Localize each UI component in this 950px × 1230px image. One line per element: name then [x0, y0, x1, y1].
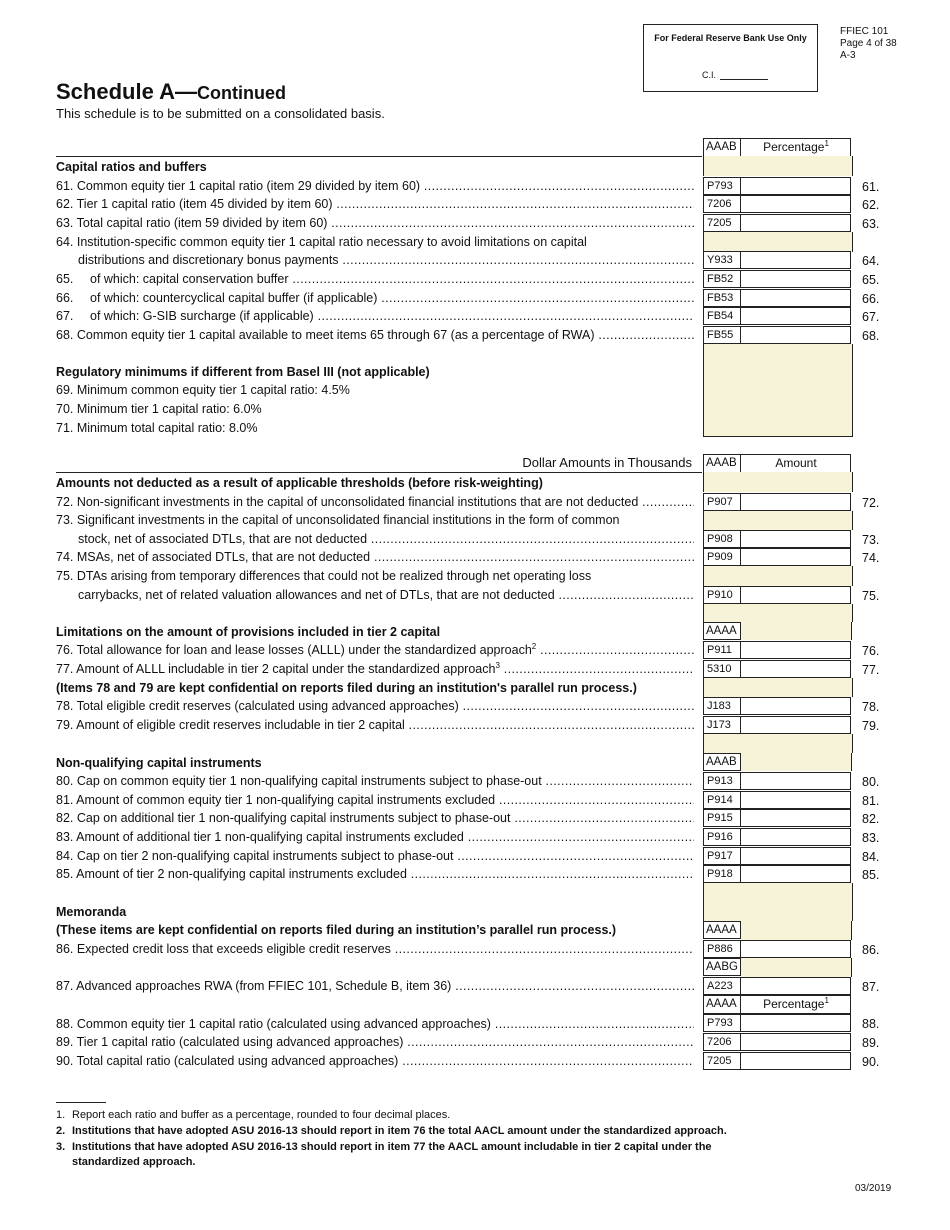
section-divider [56, 472, 702, 473]
line-item-85: 85. Amount of tier 2 non-qualifying capital instruments excluded ..... [56, 865, 694, 883]
line-number: 75. [862, 589, 880, 603]
amount-column-header [703, 454, 851, 473]
footnote-2: 2. Institutions that have adopted ASU 2016-13 should report in item 76 the total AACL amount under the standardized approach. [56, 1125, 727, 1137]
section-heading: Regulatory minimums if different from Basel III (not applicable) [56, 365, 430, 379]
line-number: 64. [862, 254, 880, 268]
line-item-73-cont: stock, net of associated DTLs, that are not deducted ..... [56, 530, 694, 548]
input-83[interactable]: P916 [703, 828, 851, 846]
section-heading: Non-qualifying capital instruments [56, 756, 262, 770]
line-number: 78. [862, 700, 880, 714]
line-item-71: 71. Minimum total capital ratio: 8.0% [56, 421, 258, 435]
line-item-68: 68. Common equity tier 1 capital available to meet items 65 through 67 (as a percentage of RWA) ..... [56, 326, 694, 344]
percentage-column-header: AAAA Percentage$^1$ [703, 995, 851, 1014]
shaded-area [741, 622, 852, 640]
line-item-80: 80. Cap on common equity tier 1 non-qualifying capital instruments subject to phase-out ..... [56, 772, 694, 790]
form-identifier [840, 26, 897, 62]
line-number: 77. [862, 663, 880, 677]
column-code: AAAA [703, 622, 741, 640]
shaded-area [703, 156, 853, 176]
line-item-76: 76. Total allowance for loan and lease losses (ALLL) under the standardized approach$^2$ ..... [56, 641, 694, 659]
fed-box-title: For Federal Reserve Bank Use Only [654, 33, 807, 43]
input-87[interactable]: A223 [703, 977, 851, 995]
line-item-90: 90. Total capital ratio (calculated using advanced approaches) ..... [56, 1052, 694, 1070]
line-item-79: 79. Amount of eligible credit reserves includable in tier 2 capital ..... [56, 716, 694, 734]
input-80[interactable]: P913 [703, 772, 851, 790]
column-code: AAAA [704, 996, 741, 1013]
column-code: AABG [703, 958, 741, 976]
line-number: 80. [862, 775, 880, 789]
section-heading: Capital ratios and buffers [56, 160, 207, 174]
input-88[interactable]: P793 [703, 1014, 851, 1032]
input-89[interactable]: 7206 [703, 1033, 851, 1051]
federal-reserve-use-box [643, 24, 818, 92]
line-item-65: 65. of which: capital conservation buffer ..... [56, 270, 694, 288]
line-number: 87. [862, 980, 880, 994]
footnote-3: 3. Institutions that have adopted ASU 2016-13 should report in item 77 the AACL amount includable in tier 2 capital under the [56, 1141, 712, 1153]
line-number: 63. [862, 217, 880, 231]
line-number: 85. [862, 868, 880, 882]
line-number: 68. [862, 329, 880, 343]
page-title: Schedule A—Continued [56, 79, 286, 104]
line-number: 74. [862, 551, 880, 565]
line-item-64: 64. Institution-specific common equity tier 1 capital ratio necessary to avoid limitations on capital [56, 235, 587, 249]
line-item-67: 67. of which: G-SIB surcharge (if applicable) ..... [56, 307, 694, 325]
input-84[interactable]: P917 [703, 847, 851, 865]
input-63[interactable]: 7205 [703, 214, 851, 232]
line-item-87: 87. Advanced approaches RWA (from FFIEC 101, Schedule B, item 36) ..... [56, 977, 694, 995]
line-number: 82. [862, 812, 880, 826]
line-number: 83. [862, 831, 880, 845]
column-code: AAAB [704, 139, 741, 156]
shaded-area [703, 232, 853, 252]
footnote-3-cont: standardized approach. [72, 1156, 196, 1168]
ci-field[interactable] [702, 70, 768, 80]
input-72[interactable]: P907 [703, 493, 851, 511]
line-item-63: 63. Total capital ratio (item 59 divided by item 60) ..... [56, 214, 694, 232]
revision-date: 03/2019 [855, 1183, 892, 1194]
column-code: AAAA [703, 921, 741, 939]
line-number: 72. [862, 496, 880, 510]
page-number: Page 4 of 38 [840, 38, 897, 49]
input-74[interactable]: P909 [703, 548, 851, 566]
input-81[interactable]: P914 [703, 791, 851, 809]
shaded-area [741, 958, 852, 977]
shaded-area [703, 472, 853, 492]
line-item-62: 62. Tier 1 capital ratio (item 45 divided by item 60) ..... [56, 195, 694, 213]
input-77[interactable]: 5310 [703, 660, 851, 678]
input-82[interactable]: P915 [703, 809, 851, 827]
shaded-area [703, 511, 853, 530]
form-id: FFIEC 101 [840, 26, 889, 37]
input-67[interactable]: FB54 [703, 307, 851, 325]
shaded-area [703, 566, 853, 586]
line-number: 67. [862, 310, 880, 324]
line-number: 66. [862, 292, 880, 306]
line-number: 65. [862, 273, 880, 287]
input-85[interactable]: P918 [703, 865, 851, 883]
line-item-61: 61. Common equity tier 1 capital ratio (item 29 divided by item 60) ..... [56, 177, 694, 195]
shaded-area [703, 604, 853, 622]
line-number: 88. [862, 1017, 880, 1031]
input-68[interactable]: FB55 [703, 326, 851, 344]
line-item-73: 73. Significant investments in the capital of unconsolidated financial institutions in the form of common [56, 513, 620, 527]
line-item-75-cont: carrybacks, net of related valuation allowances and net of DTLs, that are not deducted ..... [56, 586, 694, 604]
input-65[interactable]: FB52 [703, 270, 851, 288]
line-item-89: 89. Tier 1 capital ratio (calculated using advanced approaches) ..... [56, 1033, 694, 1051]
confidential-note: (Items 78 and 79 are kept confidential on reports filed during an institution's parallel run process.) [56, 681, 637, 695]
input-86[interactable]: P886 [703, 940, 851, 958]
line-item-66: 66. of which: countercyclical capital buffer (if applicable) ..... [56, 289, 694, 307]
input-75[interactable]: P910 [703, 586, 851, 604]
column-label: Amount [775, 456, 817, 470]
ci-label: C.I. [702, 70, 717, 80]
column-code: AAAB [703, 753, 741, 771]
line-number: 84. [862, 850, 880, 864]
line-number: 86. [862, 943, 880, 957]
units-label: Dollar Amounts in Thousands [522, 455, 692, 470]
line-number: 61. [862, 180, 880, 194]
input-90[interactable]: 7205 [703, 1052, 851, 1070]
column-code: AAAB [704, 455, 741, 472]
input-62[interactable]: 7206 [703, 195, 851, 213]
shaded-area [703, 883, 853, 921]
input-61[interactable]: P793 [703, 177, 851, 195]
line-item-75: 75. DTAs arising from temporary differences that could not be realized through net operating loss [56, 569, 592, 583]
percentage-column-header: AAAB Percentage$^1$ [703, 138, 851, 157]
section-divider [56, 156, 702, 157]
line-number: 89. [862, 1036, 880, 1050]
input-64[interactable]: Y933 [703, 251, 851, 269]
line-item-84: 84. Cap on tier 2 non-qualifying capital instruments subject to phase-out ..... [56, 847, 694, 865]
line-item-64-cont: distributions and discretionary bonus payments ..... [56, 251, 694, 269]
line-number: 79. [862, 719, 880, 733]
column-label: Percentage [763, 997, 825, 1011]
line-item-88: 88. Common equity tier 1 capital ratio (calculated using advanced approaches) ..... [56, 1015, 694, 1033]
input-78[interactable]: J183 [703, 697, 851, 715]
input-73[interactable]: P908 [703, 530, 851, 548]
line-number: 76. [862, 644, 880, 658]
line-item-69: 69. Minimum common equity tier 1 capital ratio: 4.5% [56, 383, 350, 397]
page-code: A-3 [840, 50, 856, 61]
line-item-72: 72. Non-significant investments in the capital of unconsolidated financial institutions that are not deducted ..... [56, 493, 694, 511]
section-heading: Limitations on the amount of provisions included in tier 2 capital [56, 625, 441, 639]
line-item-83: 83. Amount of additional tier 1 non-qualifying capital instruments excluded ..... [56, 828, 694, 846]
section-heading: Memoranda [56, 905, 127, 919]
line-number: 73. [862, 533, 880, 547]
line-number: 81. [862, 794, 880, 808]
shaded-area [703, 344, 853, 437]
line-item-74: 74. MSAs, net of associated DTLs, that are not deducted ..... [56, 548, 694, 566]
line-item-81: 81. Amount of common equity tier 1 non-qualifying capital instruments excluded ..... [56, 791, 694, 809]
line-item-70: 70. Minimum tier 1 capital ratio: 6.0% [56, 402, 262, 416]
input-66[interactable]: FB53 [703, 289, 851, 307]
section-heading: Amounts not deducted as a result of applicable thresholds (before risk-weighting) [56, 476, 543, 490]
line-number: 90. [862, 1055, 880, 1069]
shaded-area [703, 678, 853, 697]
shaded-area [703, 734, 853, 753]
input-76[interactable]: P911 [703, 641, 851, 659]
line-item-86: 86. Expected credit loss that exceeds eligible credit reserves ..... [56, 940, 694, 958]
shaded-area [741, 753, 852, 771]
line-item-77: 77. Amount of ALLL includable in tier 2 capital under the standardized approach$^3$ ..... [56, 660, 694, 678]
line-item-78: 78. Total eligible credit reserves (calculated using advanced approaches) ..... [56, 697, 694, 715]
line-number: 62. [862, 198, 880, 212]
footnote-divider [56, 1102, 106, 1103]
line-item-82: 82. Cap on additional tier 1 non-qualifying capital instruments subject to phase-out ..... [56, 809, 694, 827]
input-79[interactable]: J173 [703, 716, 851, 734]
confidential-note: (These items are kept confidential on reports filed during an institution’s parallel run process.) [56, 923, 617, 937]
footnote-1: 1. Report each ratio and buffer as a percentage, rounded to four decimal places. [56, 1109, 451, 1121]
shaded-area [741, 921, 852, 940]
column-label: Percentage [763, 140, 825, 154]
page-subtitle: This schedule is to be submitted on a consolidated basis. [56, 106, 385, 121]
